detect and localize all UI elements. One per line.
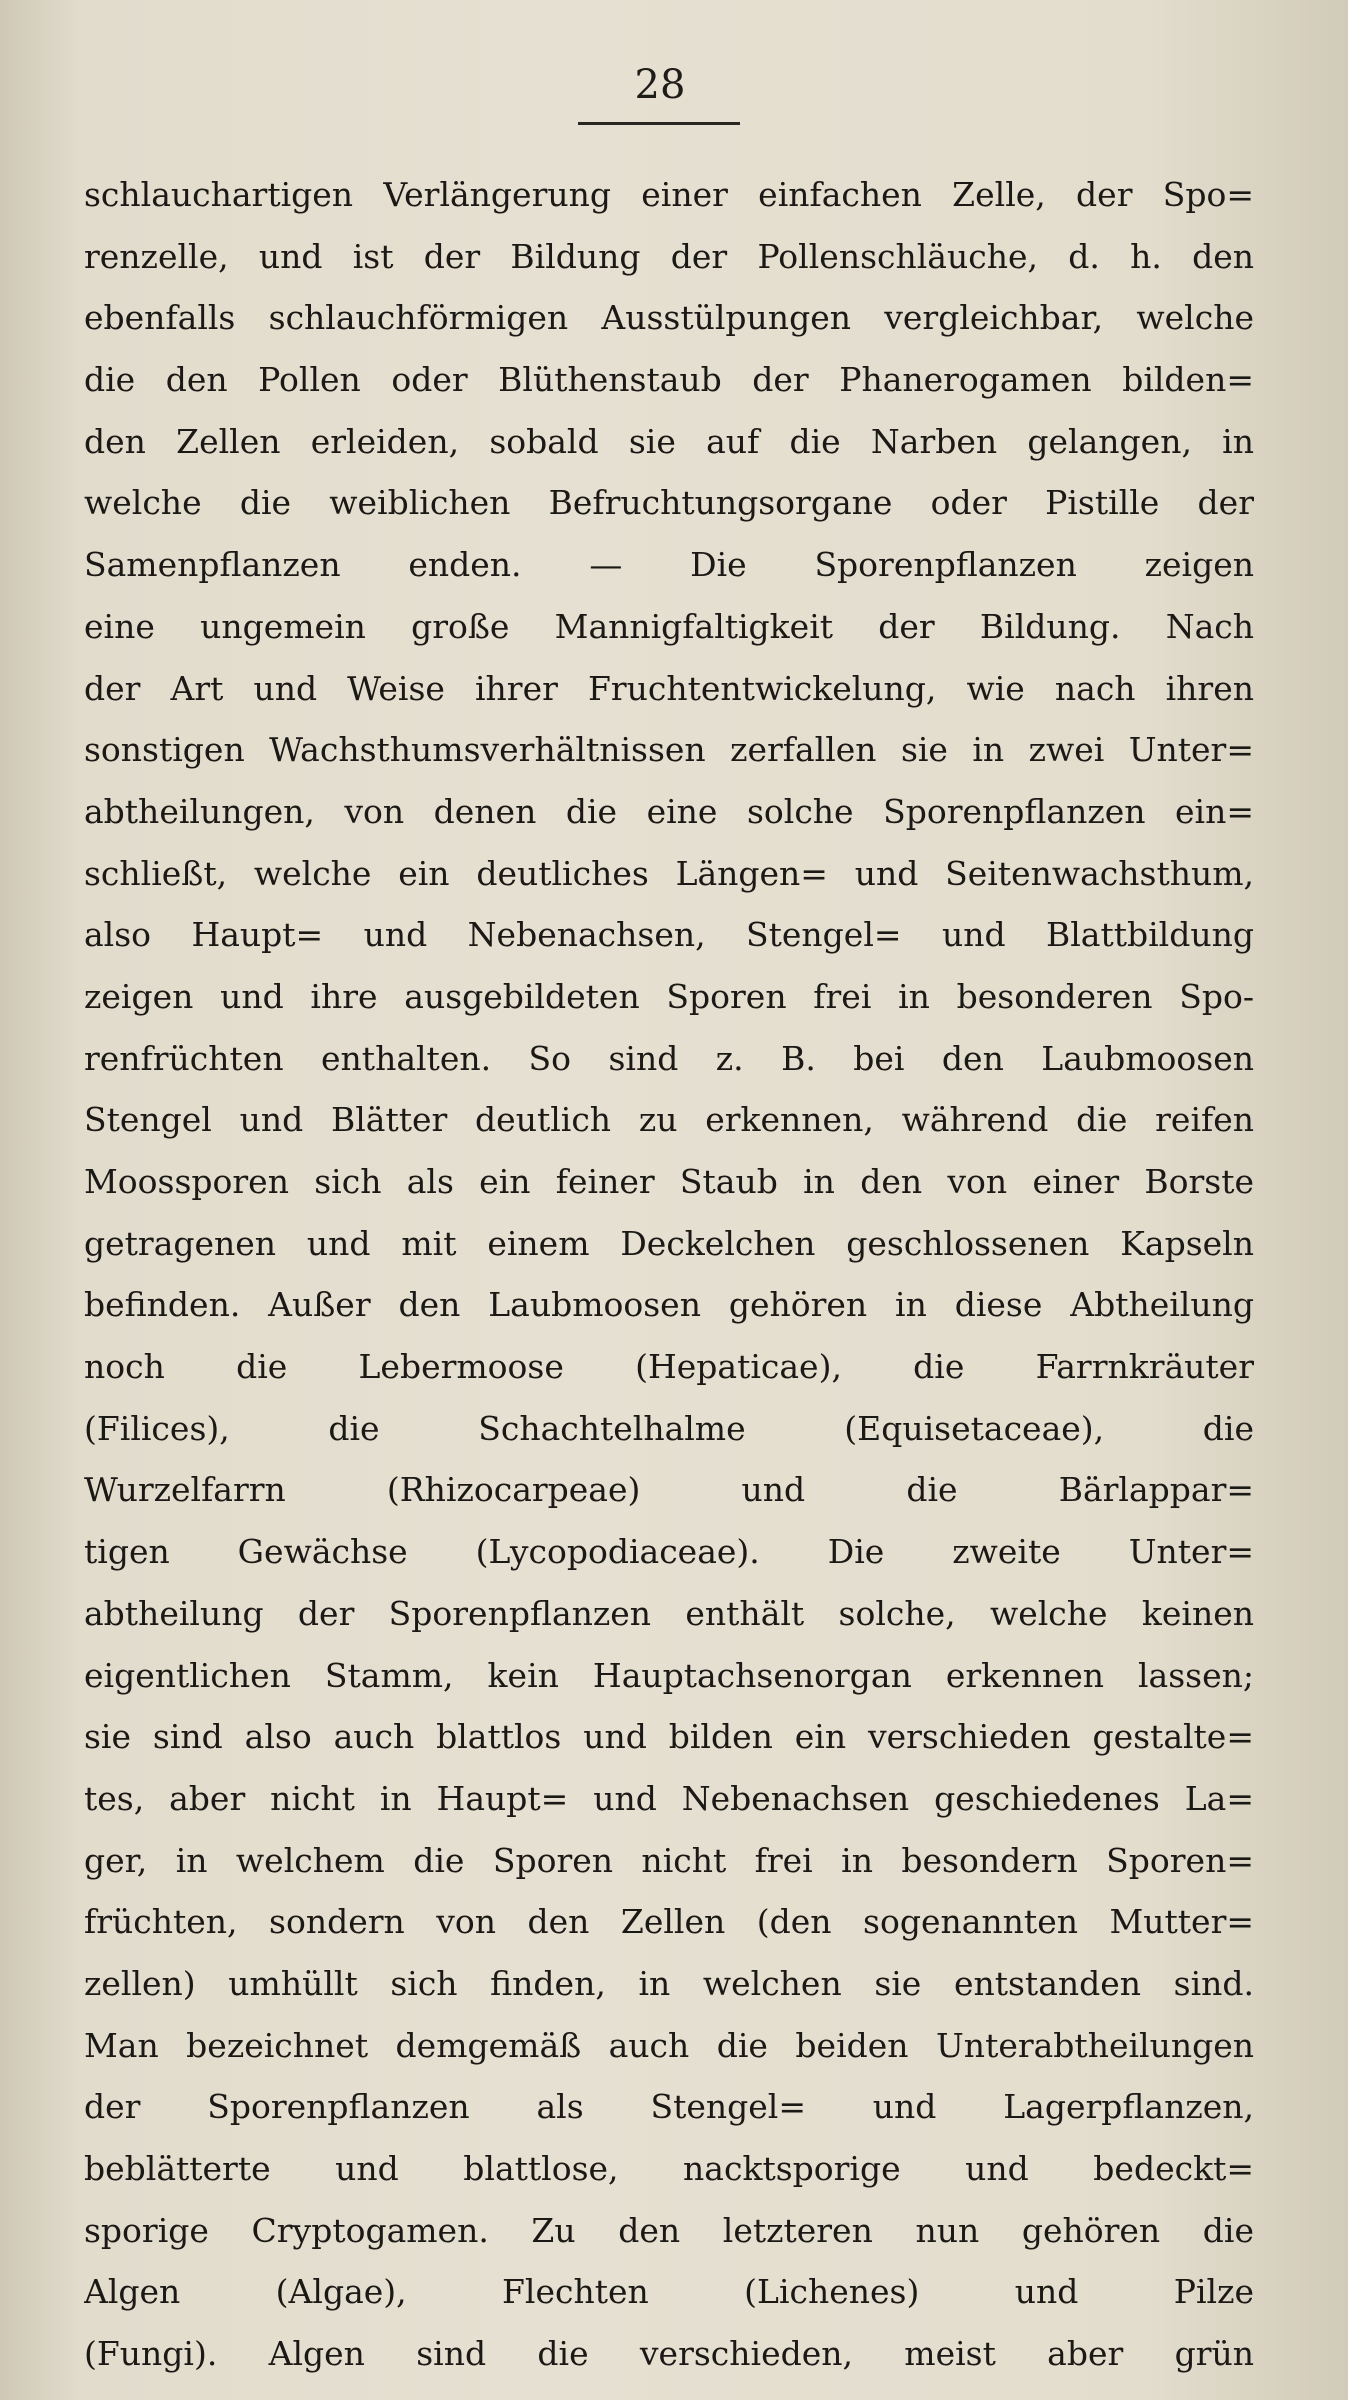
text-line: der Sporenpflanzen als Stengel= und Lagerpflanzen, [84,2087,1254,2127]
text-line: abtheilungen, von denen die eine solche Sporenpflanzen ein= [84,791,1254,831]
text-line: renfrüchten enthalten. So sind z. B. bei den Laubmoosen [84,1038,1254,1078]
text-line: der Art und Weise ihrer Fruchtentwickelung, wie nach ihren [84,668,1254,708]
text-line: (Filices), die Schachtelhalme (Equisetaceae), die [84,1408,1254,1448]
text-line: Moossporen sich als ein feiner Staub in den von einer Borste [84,1162,1254,1201]
text-line: Man bezeichnet demgemäß auch die beiden Unterabtheilungen [84,2025,1254,2065]
text-line: ger, in welchem die Sporen nicht frei in besondern Sporen= [84,1840,1254,1880]
text-line: sporige Cryptogamen. Zu den letzteren nun gehören die [84,2210,1254,2250]
text-line: eine ungemein große Mannigfaltigkeit der Bildung. Nach [84,606,1254,646]
body-text [84,164,1254,2385]
text-line: Samenpflanzen enden. — Die Sporenpflanzen zeigen [84,545,1254,585]
text-line: abtheilung der Sporenpflanzen enthält solche, welche keinen [84,1593,1254,1633]
text-line: früchten, sondern von den Zellen (den sogenannten Mutter= [84,1902,1254,1942]
text-line: (Fungi). Algen sind die verschieden, meist aber grün [84,2334,1254,2374]
header-rule [578,122,740,125]
text-line: sonstigen Wachsthumsverhältnissen zerfallen sie in zwei Unter= [84,730,1254,770]
text-line: schließt, welche ein deutliches Längen= und Seitenwachsthum, [84,853,1254,893]
text-line: getragenen und mit einem Deckelchen geschlossenen Kapseln [84,1223,1254,1263]
text-line: die den Pollen oder Blüthenstaub der Phanerogamen bilden= [84,360,1254,400]
text-line: tigen Gewächse (Lycopodiaceae). Die zweite Unter= [84,1532,1254,1572]
text-line: den Zellen erleiden, sobald sie auf die Narben gelangen, in [84,421,1254,461]
text-line: tes, aber nicht in Haupt= und Nebenachsen geschiedenes La= [84,1778,1254,1818]
text-line: renzelle, und ist der Bildung der Pollenschläuche, d. h. den [84,236,1254,276]
text-line: welche die weiblichen Befruchtungsorgane oder Pistille der [84,483,1254,523]
text-line: ebenfalls schlauchförmigen Ausstülpungen vergleichbar, welche [84,298,1254,338]
text-line: Wurzelfarrn (Rhizocarpeae) und die Bärlappar= [84,1470,1254,1510]
text-line: Stengel und Blätter deutlich zu erkennen, während die reifen [84,1100,1254,1140]
text-line: zeigen und ihre ausgebildeten Sporen frei in besonderen Spo- [84,976,1254,1016]
text-line: zellen) umhüllt sich finden, in welchen sie entstanden sind. [84,1963,1254,2003]
text-line: schlauchartigen Verlängerung einer einfachen Zelle, der Spo= [84,175,1254,214]
text-line: eigentlichen Stamm, kein Hauptachsenorgan erkennen lassen; [84,1655,1254,1695]
text-line: beblätterte und blattlose, nacktsporige und bedeckt= [84,2149,1254,2188]
text-line: sie sind also auch blattlos und bilden ein verschieden gestalte= [84,1717,1254,1757]
text-line: befinden. Außer den Laubmoosen gehören in diese Abtheilung [84,1285,1254,1325]
text-line: Algen (Algae), Flechten (Lichenes) und Pilze [84,2272,1254,2312]
text-line: also Haupt= und Nebenachsen, Stengel= und Blattbildung [84,915,1254,955]
text-line: noch die Lebermoose (Hepaticae), die Farrnkräuter [84,1347,1254,1387]
page-number: 28 [634,62,686,108]
